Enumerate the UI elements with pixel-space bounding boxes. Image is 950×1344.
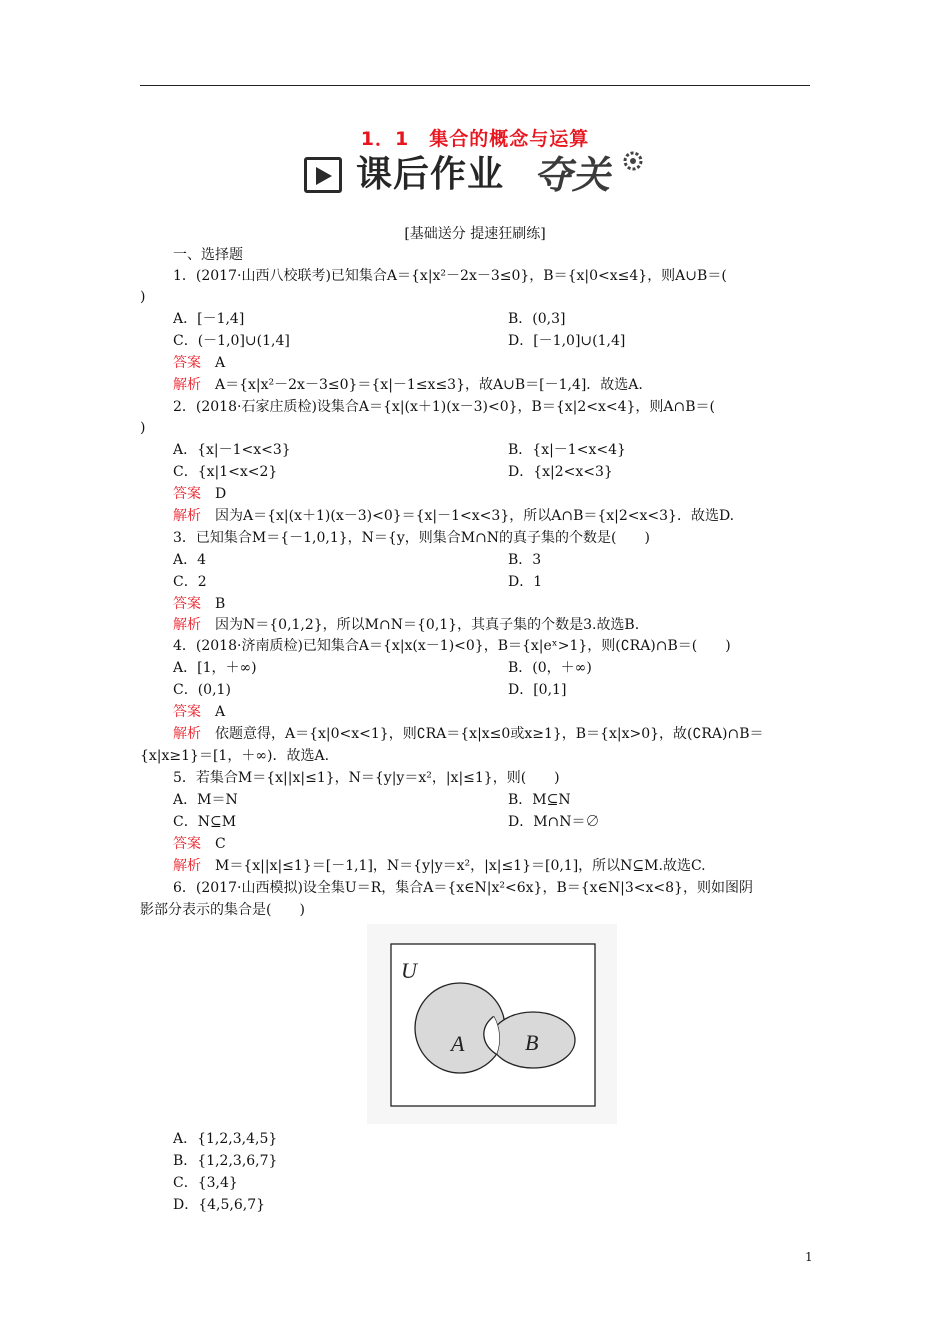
line-label: 答案 — [173, 596, 201, 612]
explanation-line — [173, 855, 706, 877]
answer-line — [173, 701, 225, 723]
line-text: A — [215, 704, 226, 720]
line-text: D — [215, 486, 227, 502]
line-label: 解析 — [173, 617, 201, 633]
text-line: {x|x≥1}＝[1，＋∞)．故选A. — [140, 748, 330, 764]
text-line: A．4 — [173, 552, 207, 568]
gear-icon — [622, 150, 644, 172]
text-line: ) — [140, 289, 146, 305]
text-line: D．{4,5,6,7} — [173, 1197, 266, 1213]
set-b-label: B — [525, 1030, 539, 1055]
text-line: C．N⊆M — [173, 814, 237, 830]
explanation-line — [173, 614, 639, 636]
line-text: A＝{x|x²－2x－3≤0}＝{x|－1≤x≤3}，故A∪B＝[－1,4]．故选A. — [215, 377, 643, 393]
text-line: C．{x|1<x<2} — [173, 464, 278, 480]
line-text: C — [215, 836, 226, 852]
text-line: A．{x|－1<x<3} — [173, 442, 291, 458]
line-text: M＝{x||x|≤1}＝[－1,1]，N＝{y|y＝x²，|x|≤1}＝[0,1]，所以N⊆M.故选C. — [215, 858, 706, 874]
line-text: 因为N＝{0,1,2}，所以M∩N＝{0,1}，其真子集的个数是3.故选B. — [215, 617, 640, 633]
explanation-line — [173, 374, 643, 396]
text-line: 一、选择题 — [173, 247, 243, 263]
text-line: C．(0,1) — [173, 682, 231, 698]
text-line: 5．若集合M＝{x||x|≤1}，N＝{y|y＝x²，|x|≤1}，则( ) — [173, 770, 560, 786]
explanation-line — [173, 505, 734, 527]
text-line: B．{1,2,3,6,7} — [173, 1153, 278, 1169]
text-line: 3．已知集合M＝{－1,0,1}，N＝{y，则集合M∩N的真子集的个数是( ) — [173, 530, 650, 546]
banner-logo: 夺关 — [534, 153, 611, 197]
text-line: D．M∩N＝∅ — [508, 814, 600, 830]
line-label: 答案 — [173, 486, 201, 502]
text-line: D．[0,1] — [508, 682, 567, 698]
text-line: A．[－1,4] — [173, 311, 245, 327]
text-line: A．[1，＋∞) — [173, 660, 257, 676]
text-line: C．(－1,0]∪(1,4] — [173, 333, 290, 349]
section-subtitle: [基础送分 提速狂刷练] — [404, 226, 546, 242]
text-line: 1．(2017·山西八校联考)已知集合A＝{x|x²－2x－3≤0}，B＝{x|0<x≤4}，则A∪B＝( — [173, 268, 727, 284]
text-line: B．(0,3] — [508, 311, 566, 327]
text-line: B．3 — [508, 552, 542, 568]
answer-line — [173, 833, 226, 855]
text-line: 6．(2017·山西模拟)设全集U＝R，集合A＝{x∈N|x²<6x}，B＝{x∈N|3<x<8}，则如图阴 — [173, 880, 753, 896]
top-rule — [140, 85, 810, 86]
text-line: D．{x|2<x<3} — [508, 464, 613, 480]
line-label: 解析 — [173, 858, 201, 874]
answer-line — [173, 593, 225, 615]
venn-diagram — [367, 924, 617, 1124]
line-label: 解析 — [173, 726, 201, 742]
text-line: C．2 — [173, 574, 207, 590]
page-title: 1．1 集合的概念与运算 — [360, 128, 590, 150]
text-line: D．[－1,0]∪(1,4] — [508, 333, 626, 349]
answer-line — [173, 483, 226, 505]
line-label: 答案 — [173, 704, 201, 720]
line-text: A — [215, 355, 226, 371]
line-label: 解析 — [173, 508, 201, 524]
answer-line — [173, 352, 225, 374]
page-number: 1 — [805, 1250, 813, 1264]
text-line: 4．(2018·济南质检)已知集合A＝{x|x(x－1)<0}，B＝{x|eˣ>1}，则(∁RA)∩B＝( ) — [173, 638, 731, 654]
line-text: 依题意得，A＝{x|0<x<1}，则∁RA＝{x|x≤0或x≥1}，B＝{x|x>0}，故(∁RA)∩B＝ — [215, 726, 764, 742]
banner-text: 课后作业 — [356, 154, 505, 195]
text-line: B．M⊆N — [508, 792, 571, 808]
line-text: 因为A＝{x|(x＋1)(x－3)<0}＝{x|－1<x<3}，所以A∩B＝{x|2<x<3}．故选D. — [215, 508, 735, 524]
text-line: A．M＝N — [173, 792, 238, 808]
explanation-line — [173, 723, 764, 745]
text-line: B．(0，＋∞) — [508, 660, 592, 676]
text-line: A．{1,2,3,4,5} — [173, 1131, 278, 1147]
text-line: B．{x|－1<x<4} — [508, 442, 626, 458]
set-a-label: A — [451, 1031, 465, 1056]
text-line: ) — [140, 420, 146, 436]
line-label: 解析 — [173, 377, 201, 393]
universe-label: U — [401, 958, 417, 983]
line-text: B — [215, 596, 226, 612]
text-line: C．{3,4} — [173, 1175, 238, 1191]
homework-banner — [304, 150, 649, 200]
text-line: 2．(2018·石家庄质检)设集合A＝{x|(x＋1)(x－3)<0}，B＝{x|2<x<4}，则A∩B＝( — [173, 399, 716, 415]
line-label: 答案 — [173, 355, 201, 371]
text-line: D．1 — [508, 574, 543, 590]
line-label: 答案 — [173, 836, 201, 852]
text-line: 影部分表示的集合是( ) — [140, 902, 305, 918]
play-icon — [304, 157, 342, 193]
